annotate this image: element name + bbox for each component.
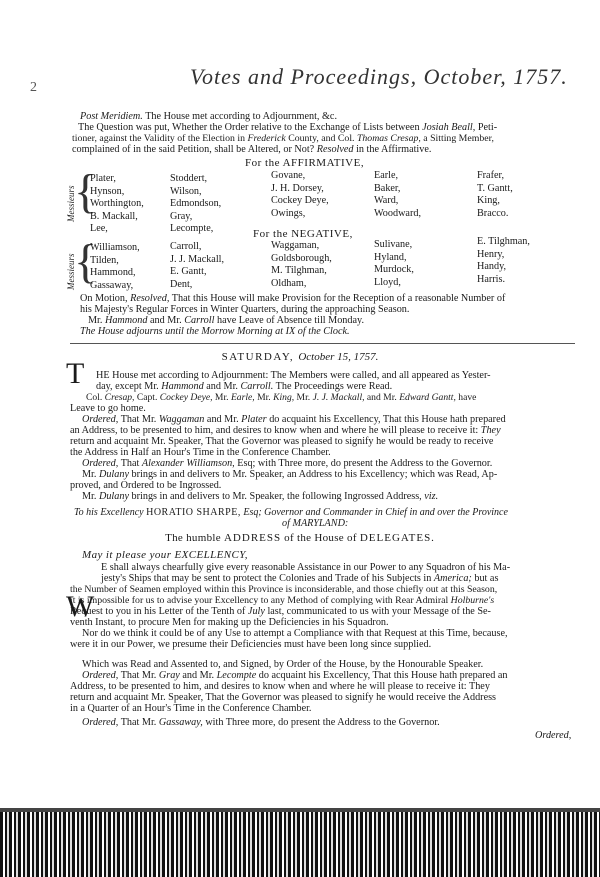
list-item: Wilson, xyxy=(170,185,202,197)
scan-fold-artifact xyxy=(0,812,600,877)
negative-heading: For the NEGATIVE, xyxy=(253,228,353,240)
closing-line-3: Address, to be presented to him, and desires to know when and where he will please to receive it: They xyxy=(70,681,490,692)
adjourn-line: The House adjourns until the Morrow Morning at IX of the Clock. xyxy=(80,326,350,337)
question-line-3: complained of in the said Petition, shall be Altered, or Not? Resolved in the Affirmative. xyxy=(72,144,432,155)
address-line-7: Nor do we think it could be of any Use to attempt a Compliance with that Request at this Time, because, xyxy=(82,628,508,639)
motion-line-1: On Motion, Resolved, That this House will make Provision for the Reception of a reasonable Number of xyxy=(80,293,506,304)
negative-col-2 xyxy=(170,241,224,291)
day-heading: SATURDAY, October 15, 1757. xyxy=(221,351,379,363)
question-line-2: tioner, against the Validity of the Election in Frederick County, and Col. Thomas Cresap, a Sitting Member, xyxy=(72,133,494,144)
affirmative-side-label: Messieurs xyxy=(66,185,76,222)
address-recipient-2: of MARYLAND: xyxy=(282,518,349,529)
list-item: Harris. xyxy=(477,273,506,285)
list-item: Lee, xyxy=(90,223,108,234)
address-line-4: it is impossible for us to advise your Excellency to any Method of complying with Rear Admiral Holburne's xyxy=(70,595,495,606)
list-item: J. H. Dorsey, xyxy=(271,182,324,194)
list-item: E. Gantt, xyxy=(170,266,207,277)
list-item: Waggaman, xyxy=(271,240,320,251)
affirmative-col-5 xyxy=(477,170,513,233)
affirmative-col-2 xyxy=(170,173,221,236)
list-item: Hammond, xyxy=(90,267,136,278)
list-item: Lecompte, xyxy=(170,223,214,234)
list-item: Henry, xyxy=(477,248,505,260)
list-item: M. Tilghman, xyxy=(271,265,327,276)
closing-line-1: Which was Read and Assented to, and Signed, by Order of the House, by the Honourable Speaker. xyxy=(82,659,484,670)
affirmative-heading: For the AFFIRMATIVE, xyxy=(245,157,365,169)
list-item: Sulivane, xyxy=(374,239,413,250)
list-item: Baker, xyxy=(374,182,401,194)
minutes-line-3: Col. Cresap, Capt. Cockey Deye, Mr. Earle, Mr. King, Mr. J. J. Mackall, and Mr. Edward Gantt, have xyxy=(86,392,477,403)
list-item: Hyland, xyxy=(374,251,407,263)
negative-col-3 xyxy=(271,240,332,290)
minutes-line-11: proved, and Ordered to be Ingrossed. xyxy=(70,480,222,491)
drop-cap: W xyxy=(66,590,95,623)
list-item: Edmondson, xyxy=(170,198,222,209)
list-item: Dent, xyxy=(170,278,193,290)
closing-line-5: in a Quarter of an Hour's Time in the Conference Chamber. xyxy=(70,703,312,714)
closing-line-4: return and acquaint Mr. Speaker, That the Governor was pleased to signify he would receive the Address xyxy=(70,692,497,703)
minutes-line-8: the Address in Half an Hour's Time in the Conference Chamber. xyxy=(70,447,331,458)
minutes-line-4: Leave to go home. xyxy=(70,403,146,414)
address-line-3: the Number of Seamen employed within this Province is inconsiderable, and those chiefly out at this Season, xyxy=(70,584,498,595)
list-item: Stoddert, xyxy=(170,173,208,184)
affirmative-col-3 xyxy=(271,170,329,220)
list-item: Oldham, xyxy=(271,277,307,289)
list-item: Lloyd, xyxy=(374,276,401,288)
list-item: Woodward, xyxy=(374,207,421,219)
leave-line: Mr. Hammond and Mr. Carroll have Leave of Absence till Monday. xyxy=(88,315,364,326)
list-item: Cockey Deye, xyxy=(271,195,329,206)
negative-brace: { xyxy=(74,235,98,288)
address-recipient-1: To his Excellency HORATIO SHARPE, Esq; Governor and Commander in Chief in and over the Province xyxy=(74,507,508,518)
minutes-line-7: return and acquaint Mr. Speaker, That the Governor was pleased to signify he would be ready to receive xyxy=(70,436,494,447)
minutes-line-10: Mr. Dulany brings in and delivers to Mr. Speaker, an Address to his Excellency; which was Read, Ap- xyxy=(82,469,498,480)
minutes-line-6: an Address, to be presented to him, and desires to know when and where he will please to receive it: They xyxy=(70,425,501,436)
list-item xyxy=(477,220,513,233)
list-item: Gassaway, xyxy=(90,279,134,291)
address-salutation: May it please your EXCELLENCY, xyxy=(82,549,248,561)
list-item: Gray, xyxy=(170,210,193,222)
session-line: Post Meridiem. The House met according to Adjournment, &c. xyxy=(80,111,338,122)
list-item: Tilden, xyxy=(90,254,119,266)
closing-line-2: Ordered, That Mr. Gray and Mr. Lecompte do acquaint his Excellency, That this House hath prepared an xyxy=(82,670,508,681)
list-item: Owings, xyxy=(271,207,306,219)
minutes-line-9: Ordered, That Alexander Williamson, Esq; with Three more, do present the Address to the Governor. xyxy=(82,458,493,469)
section-rule xyxy=(70,343,575,344)
affirmative-brace: { xyxy=(74,165,98,218)
negative-col-4 xyxy=(374,239,414,289)
list-item: Frafer, xyxy=(477,170,505,181)
address-line-6: venth Instant, to procure Men for making up the Deficiencies in his Squadron. xyxy=(70,617,389,628)
list-item: Bracco. xyxy=(477,207,509,219)
closing-line-6: Ordered, That Mr. Gassaway, with Three more, do present the Address to the Governor. xyxy=(82,717,440,728)
negative-col-5 xyxy=(477,236,530,286)
affirmative-col-4 xyxy=(374,170,421,220)
list-item: Goldsborough, xyxy=(271,252,332,264)
list-item: Worthington, xyxy=(90,198,144,209)
drop-cap: T xyxy=(66,357,85,390)
list-item: Govane, xyxy=(271,170,306,181)
list-item: T. Gantt, xyxy=(477,182,513,194)
list-item: E. Tilghman, xyxy=(477,236,530,247)
list-item: Handy, xyxy=(477,261,507,272)
address-line-5: Request to you in his Letter of the Tenth of July last, communicated to us with your Message of the Se- xyxy=(70,606,491,617)
minutes-line-2: day, except Mr. Hammond and Mr. Carroll. The Proceedings were Read. xyxy=(96,381,393,392)
negative-col-1 xyxy=(90,242,140,292)
list-item: Carroll, xyxy=(170,241,202,252)
list-item: Murdock, xyxy=(374,264,414,275)
list-item: Hynson, xyxy=(90,185,125,197)
minutes-line-12: Mr. Dulany brings in and delivers to Mr. Speaker, the following Ingrossed Address, viz. xyxy=(82,491,439,502)
catchword: Ordered, xyxy=(535,730,572,741)
running-header: Votes and Proceedings, October, 1757. xyxy=(190,64,568,89)
address-line-1: E shall always chearfully give every reasonable Assistance in our Power to any Squadron of his Ma- xyxy=(101,562,511,573)
list-item: Plater, xyxy=(90,173,116,184)
minutes-line-1: HE House met according to Adjournment: The Members were called, and all appeared as Yester- xyxy=(96,370,491,381)
list-item: King, xyxy=(477,195,500,206)
address-line-2: jesty's Ships that may be sent to protect the Colonies and Trade of his Subjects in America; but as xyxy=(101,573,499,584)
list-item: B. Mackall, xyxy=(90,210,138,222)
list-item: Williamson, xyxy=(90,242,140,253)
minutes-line-5: Ordered, That Mr. Waggaman and Mr. Plater do acquaint his Excellency, That this House hath prepared xyxy=(82,414,506,425)
affirmative-col-1 xyxy=(90,173,144,236)
list-item: Earle, xyxy=(374,170,399,181)
list-item: Ward, xyxy=(374,195,399,206)
question-line-1: The Question was put, Whether the Order relative to the Exchange of Lists between Josiah Beall, Peti- xyxy=(78,122,498,133)
address-line-8: were it in our Power, we presume their Deficiencies must have been long since supplied. xyxy=(70,639,432,650)
motion-line-2: his Majesty's Regular Forces in Winter Quarters, during the approaching Season. xyxy=(80,304,410,315)
page-number: 2 xyxy=(30,80,37,95)
address-title: The humble ADDRESS of the House of DELEGATES. xyxy=(165,532,435,544)
negative-side-label: Messieurs xyxy=(66,253,76,290)
list-item: J. J. Mackall, xyxy=(170,253,225,265)
